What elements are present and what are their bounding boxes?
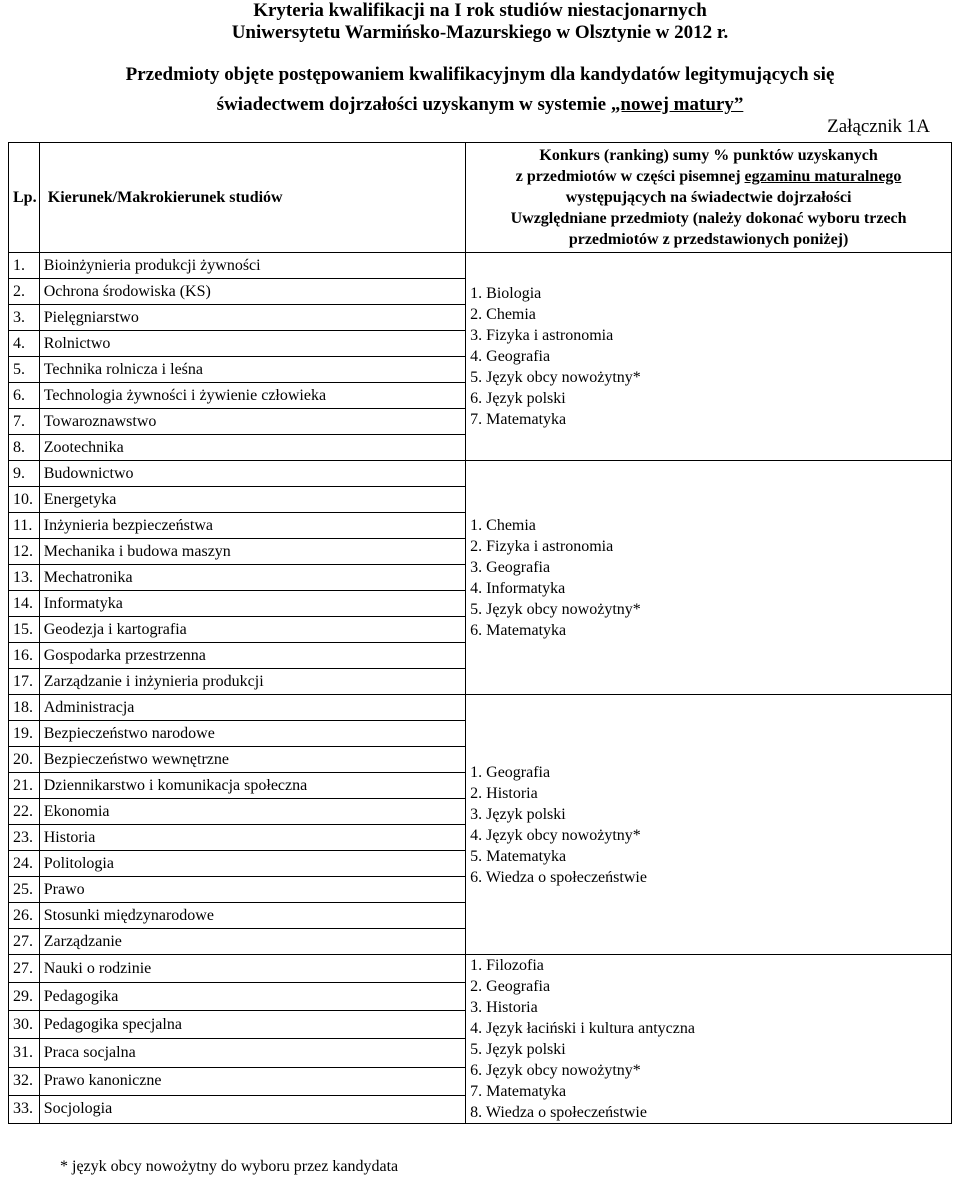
row-field-name: Stosunki międzynarodowe [39, 903, 465, 929]
table-row [9, 695, 952, 721]
table-row [9, 461, 952, 487]
subject-group-4 [466, 955, 952, 1124]
table-body [9, 253, 952, 1124]
row-field-name: Praca socjalna [39, 1039, 465, 1067]
subject-item: 6. Wiedza o społeczeństwie [470, 868, 647, 886]
row-field-name: Gospodarka przestrzenna [39, 643, 465, 669]
subject-item: 3. Język polski [470, 805, 566, 823]
subject-item: 8. Wiedza o społeczeństwie [470, 1104, 647, 1121]
row-field-name: Mechatronika [39, 565, 465, 591]
header-subjects-line-4: Uwzględniane przedmioty (należy dokonać wyboru trzech [510, 210, 907, 227]
row-field-name: Prawo kanoniczne [39, 1067, 465, 1095]
row-number: 26. [9, 903, 40, 929]
header-field-of-study: Kierunek/Makrokierunek studiów [39, 143, 465, 253]
table-header-row [9, 143, 952, 253]
row-number: 14. [9, 591, 40, 617]
row-field-name: Pedagogika [39, 983, 465, 1011]
row-number: 19. [9, 721, 40, 747]
subject-item: 3. Geografia [470, 558, 551, 576]
header-subjects-line-5: przedmiotów z przedstawionych poniżej) [568, 231, 849, 248]
row-number: 23. [9, 825, 40, 851]
subject-item: 3. Fizyka i astronomia [470, 327, 614, 344]
row-field-name: Pielęgniarstwo [39, 305, 465, 331]
document-title-line-1: Kryteria kwalifikacji na I rok studiów niestacjonarnych [253, 0, 707, 21]
subject-item: 1. Biologia [470, 285, 542, 302]
subtitle-prefix: świadectwem dojrzałości uzyskanym w systemie [216, 94, 611, 115]
row-field-name: Ekonomia [39, 799, 465, 825]
header-subjects [466, 143, 952, 253]
subject-item: 2. Historia [470, 784, 538, 802]
table-row [9, 253, 952, 279]
row-field-name: Dziennikarstwo i komunikacja społeczna [39, 773, 465, 799]
document-title-line-2: Uniwersytetu Warmińsko-Mazurskiego w Olsztynie w 2012 r. [231, 22, 729, 43]
annex-label: Załącznik 1A [827, 116, 930, 137]
subject-item: 1. Filozofia [470, 957, 544, 974]
row-field-name: Towaroznawstwo [39, 409, 465, 435]
row-number: 21. [9, 773, 40, 799]
row-field-name: Informatyka [39, 591, 465, 617]
header-subjects-line-2 [470, 166, 947, 187]
row-number: 9. [9, 461, 40, 487]
subject-item: 5. Język obcy nowożytny* [470, 369, 641, 386]
row-field-name: Technika rolnicza i leśna [39, 357, 465, 383]
row-number: 10. [9, 487, 40, 513]
subject-item: 6. Język obcy nowożytny* [470, 1062, 641, 1079]
row-field-name: Socjologia [39, 1095, 465, 1123]
row-number: 27. [9, 929, 40, 955]
subject-item: 5. Język polski [470, 1041, 566, 1058]
row-field-name: Prawo [39, 877, 465, 903]
subject-item: 5. Język obcy nowożytny* [470, 600, 641, 618]
header-lp: Lp. [9, 143, 40, 253]
header-subjects-line-3: występujących na świadectwie dojrzałości [565, 189, 852, 206]
subject-item: 4. Język łaciński i kultura antyczna [470, 1020, 695, 1037]
row-number: 6. [9, 383, 40, 409]
subject-item: 3. Historia [470, 999, 538, 1016]
document-subtitle-line-1: Przedmioty objęte postępowaniem kwalifikacyjnym dla kandydatów legitymujących się [125, 64, 835, 85]
row-number: 4. [9, 331, 40, 357]
row-number: 22. [9, 799, 40, 825]
subject-item: 4. Język obcy nowożytny* [470, 826, 641, 844]
row-number: 31. [9, 1039, 40, 1067]
row-number: 20. [9, 747, 40, 773]
row-field-name: Bezpieczeństwo narodowe [39, 721, 465, 747]
row-number: 5. [9, 357, 40, 383]
row-field-name: Mechanika i budowa maszyn [39, 539, 465, 565]
subtitle-new-matura: „nowej matury” [610, 94, 744, 115]
row-number: 29. [9, 983, 40, 1011]
row-number: 11. [9, 513, 40, 539]
subject-item: 2. Fizyka i astronomia [470, 537, 614, 555]
subject-item: 6. Język polski [470, 390, 566, 407]
row-number: 33. [9, 1095, 40, 1123]
row-number: 12. [9, 539, 40, 565]
row-number: 2. [9, 279, 40, 305]
row-field-name: Geodezja i kartografia [39, 617, 465, 643]
subject-item: 2. Geografia [470, 978, 551, 995]
row-field-name: Inżynieria bezpieczeństwa [39, 513, 465, 539]
subject-item: 4. Geografia [470, 348, 551, 365]
row-field-name: Budownictwo [39, 461, 465, 487]
subject-item: 2. Chemia [470, 306, 536, 323]
subject-group-2 [466, 461, 952, 695]
header-subjects-exam-underlined: egzaminu maturalnego [744, 168, 902, 185]
subject-item: 1. Chemia [470, 516, 536, 534]
row-number: 17. [9, 669, 40, 695]
row-field-name: Zarządzanie i inżynieria produkcji [39, 669, 465, 695]
document-subtitle-line-2 [0, 94, 960, 116]
row-number: 15. [9, 617, 40, 643]
row-field-name: Technologia żywności i żywienie człowieka [39, 383, 465, 409]
row-number: 30. [9, 1011, 40, 1039]
row-field-name: Energetyka [39, 487, 465, 513]
row-number: 13. [9, 565, 40, 591]
row-field-name: Pedagogika specjalna [39, 1011, 465, 1039]
criteria-table [8, 142, 952, 1124]
subject-item: 7. Matematyka [470, 1083, 567, 1100]
subject-item: 4. Informatyka [470, 579, 566, 597]
subject-group-1 [466, 253, 952, 461]
row-number: 25. [9, 877, 40, 903]
subject-item: 1. Geografia [470, 763, 551, 781]
subject-item: 5. Matematyka [470, 847, 567, 865]
row-field-name: Historia [39, 825, 465, 851]
row-field-name: Nauki o rodzinie [39, 955, 465, 983]
header-subjects-line-1: Konkurs (ranking) sumy % punktów uzyskanych [539, 147, 878, 164]
row-field-name: Politologia [39, 851, 465, 877]
row-field-name: Zootechnika [39, 435, 465, 461]
row-number: 16. [9, 643, 40, 669]
header-subjects-line-2-prefix: z przedmiotów w części pisemnej [515, 168, 745, 185]
row-field-name: Zarządzanie [39, 929, 465, 955]
row-field-name: Rolnictwo [39, 331, 465, 357]
row-number: 3. [9, 305, 40, 331]
row-number: 18. [9, 695, 40, 721]
row-number: 27. [9, 955, 40, 983]
row-field-name: Ochrona środowiska (KS) [39, 279, 465, 305]
row-field-name: Bezpieczeństwo wewnętrzne [39, 747, 465, 773]
row-number: 7. [9, 409, 40, 435]
subject-item: 7. Matematyka [470, 411, 567, 428]
row-number: 32. [9, 1067, 40, 1095]
subject-group-3 [466, 695, 952, 955]
row-field-name: Administracja [39, 695, 465, 721]
row-number: 8. [9, 435, 40, 461]
table-row [9, 955, 952, 983]
subject-item: 6. Matematyka [470, 621, 567, 639]
row-number: 24. [9, 851, 40, 877]
row-number: 1. [9, 253, 40, 279]
row-field-name: Bioinżynieria produkcji żywności [39, 253, 465, 279]
footnote: * język obcy nowożytny do wyboru przez kandydata [60, 1158, 399, 1175]
